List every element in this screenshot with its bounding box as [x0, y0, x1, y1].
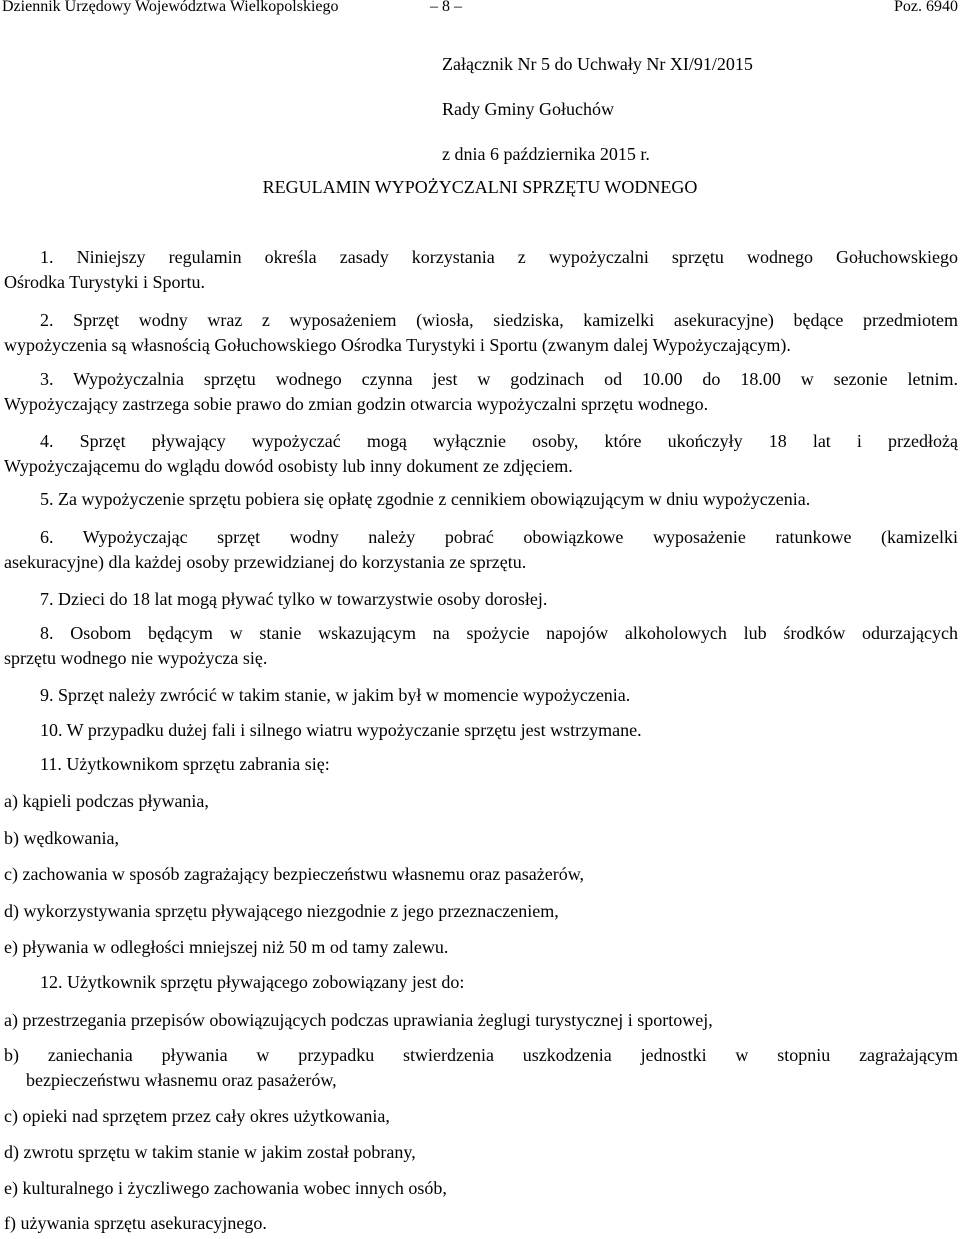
- paragraph-2-line-2: wypożyczenia są własnością Gołuchowskiego Ośrodka Turystyki i Sportu (zwanym dalej Wypożyczającym).: [4, 335, 791, 355]
- paragraph-8-line-2: sprzętu wodnego nie wypożycza się.: [4, 648, 268, 668]
- running-header: [0, 0, 960, 14]
- annex-header: [442, 52, 753, 187]
- list-item-12-b-line-2: bezpieczeństwu własnemu oraz pasażerów,: [26, 1070, 337, 1090]
- annex-line-2: Rady Gminy Gołuchów: [442, 99, 614, 119]
- list-item-11-a: a) kąpieli podczas pływania,: [4, 791, 209, 811]
- paragraph-6-line-2: asekuracyjne) dla każdej osoby przewidzianej do korzystania ze sprzętu.: [4, 552, 527, 572]
- list-item-11-b: b) wędkowania,: [4, 828, 119, 848]
- paragraph-2-line-1: 2. Sprzęt wodny wraz z wyposażeniem (wiosła, siedziska, kamizelki asekuracyjne) będące przedmiotem: [40, 310, 958, 330]
- journal-name: Dziennik Urzędowy Województwa Wielkopolskiego: [2, 0, 339, 15]
- paragraph-9: 9. Sprzęt należy zwrócić w takim stanie, w jakim był w momencie wypożyczenia.: [40, 685, 631, 705]
- list-item-12-a: a) przestrzegania przepisów obowiązujących podczas uprawiania żeglugi turystycznej i sportowej,: [4, 1010, 713, 1030]
- list-item-11-d: d) wykorzystywania sprzętu pływającego niezgodnie z jego przeznaczeniem,: [4, 901, 559, 921]
- paragraph-7: 7. Dzieci do 18 lat mogą pływać tylko w towarzystwie osoby dorosłej.: [40, 589, 548, 609]
- paragraph-3-line-1: 3. Wypożyczalnia sprzętu wodnego czynna jest w godzinach od 10.00 do 18.00 w sezonie letnim.: [40, 369, 958, 389]
- paragraph-3-line-2: Wypożyczający zastrzega sobie prawo do zmian godzin otwarcia wypożyczalni sprzętu wodnego.: [4, 394, 709, 414]
- list-item-12-b-line-1: b) zaniechania pływania w przypadku stwierdzenia uszkodzenia jednostki w stopniu zagrażającym: [4, 1045, 958, 1065]
- annex-line-1: Załącznik Nr 5 do Uchwały Nr XI/91/2015: [442, 54, 753, 74]
- list-item-12-d: d) zwrotu sprzętu w takim stanie w jakim został pobrany,: [4, 1142, 416, 1162]
- document-title: REGULAMIN WYPOŻYCZALNI SPRZĘTU WODNEGO: [262, 177, 698, 197]
- paragraph-4-line-1: 4. Sprzęt pływający wypożyczać mogą wyłącznie osoby, które ukończyły 18 lat i przedłożą: [40, 431, 958, 451]
- paragraph-8-line-1: 8. Osobom będącym w stanie wskazującym na spożycie napojów alkoholowych lub środków odurzających: [40, 623, 958, 643]
- paragraph-10: 10. W przypadku dużej fali i silnego wiatru wypożyczanie sprzętu jest wstrzymane.: [40, 720, 642, 740]
- paragraph-1-line-1: 1. Niniejszy regulamin określa zasady korzystania z wypożyczalni sprzętu wodnego Gołuchowskiego: [40, 247, 958, 267]
- list-item-12-f: f) używania sprzętu asekuracyjnego.: [4, 1213, 267, 1233]
- list-item-11-c: c) zachowania w sposób zagrażający bezpieczeństwu własnemu oraz pasażerów,: [4, 864, 585, 884]
- paragraph-11: 11. Użytkownikom sprzętu zabrania się:: [40, 754, 330, 774]
- list-item-12-e: e) kulturalnego i życzliwego zachowania wobec innych osób,: [4, 1178, 447, 1198]
- paragraph-5: 5. Za wypożyczenie sprzętu pobiera się opłatę zgodnie z cennikiem obowiązującym w dniu wypożyczenia.: [40, 489, 811, 509]
- position-number: Poz. 6940: [894, 0, 958, 15]
- paragraph-4-line-2: Wypożyczającemu do wglądu dowód osobisty lub inny dokument ze zdjęciem.: [4, 456, 573, 476]
- paragraph-6-line-1: 6. Wypożyczając sprzęt wodny należy pobrać obowiązkowe wyposażenie ratunkowe (kamizelki: [40, 527, 958, 547]
- list-item-11-e: e) pływania w odległości mniejszej niż 50 m od tamy zalewu.: [4, 937, 449, 957]
- paragraph-1-line-2: Ośrodka Turystyki i Sportu.: [4, 272, 206, 292]
- page-number: – 8 –: [430, 0, 462, 15]
- annex-line-3: z dnia 6 października 2015 r.: [442, 144, 650, 164]
- list-item-12-c: c) opieki nad sprzętem przez cały okres użytkowania,: [4, 1106, 390, 1126]
- paragraph-12: 12. Użytkownik sprzętu pływającego zobowiązany jest do:: [40, 972, 465, 992]
